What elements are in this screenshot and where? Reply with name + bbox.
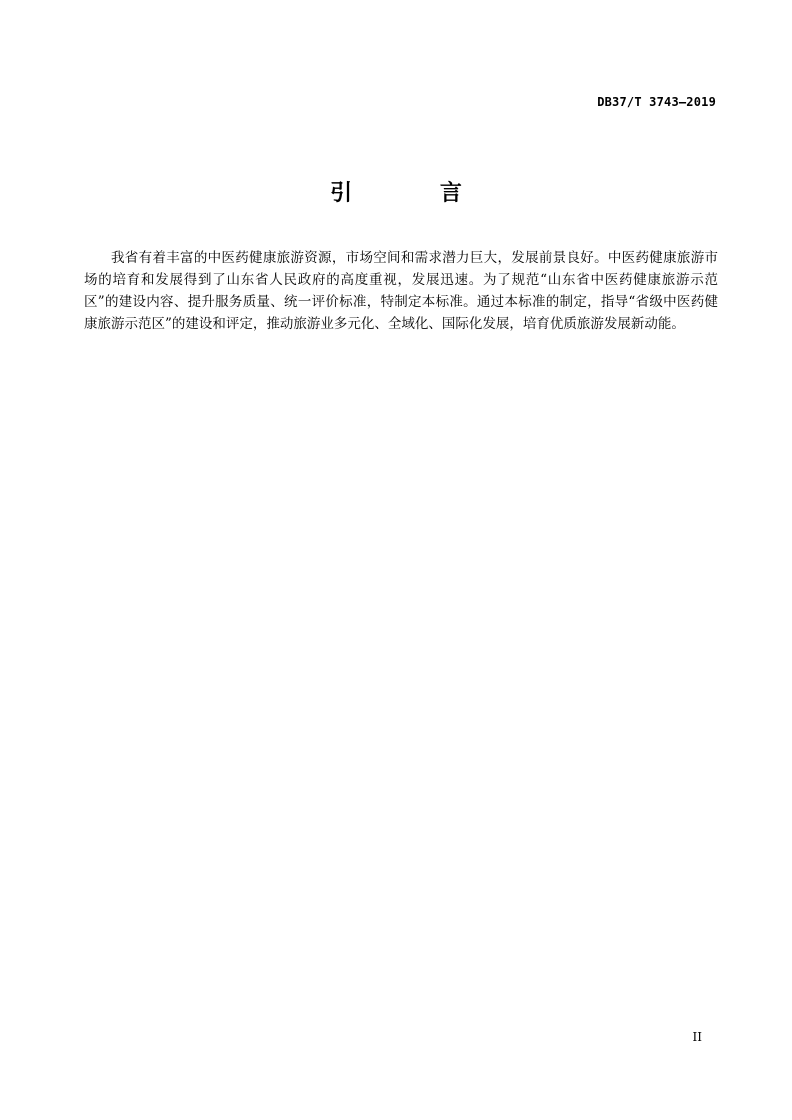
page-number: II bbox=[692, 1030, 702, 1044]
standard-code: DB37/T 3743—2019 bbox=[597, 95, 716, 109]
page-title: 引 言 bbox=[330, 181, 502, 206]
body-paragraph: 我省有着丰富的中医药健康旅游资源，市场空间和需求潜力巨大，发展前景良好。中医药健康旅游市场的培育和发展得到了山东省人民政府的高度重视，发展迅速。为了规范“山东省中医药健康旅游示范区”的建设内容、提升服务质量、统一评价标准，特制定本标准。通过本标准的制定，指导“省级中医药健康旅游示范区”的建设和评定，推动旅游业多元化、全域化、国际化发展，培育优质旅游发展新动能。 bbox=[84, 250, 718, 332]
